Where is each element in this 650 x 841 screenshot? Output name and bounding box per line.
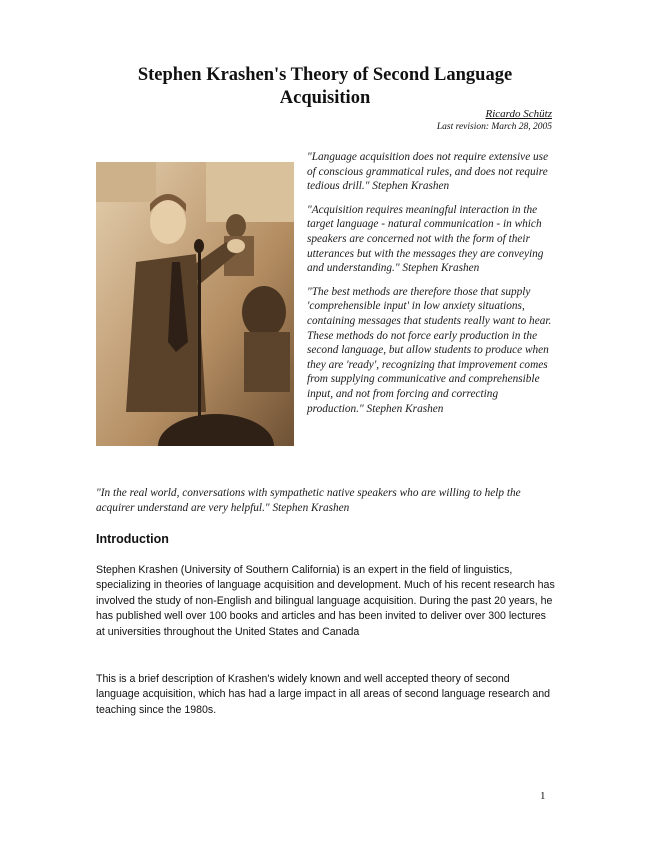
section-heading: Introduction [96,532,169,546]
intro-paragraph-2: This is a brief description of Krashen's widely known and well accepted theory of second language acquisition, which has had a large impact in all areas of second language research and teaching since the 1980s. [96,673,551,716]
author-link[interactable]: Ricardo Schütz [485,108,552,120]
quote-1: "Language acquisition does not require extensive use of conscious grammatical rules, and does not require tedious drill." Stephen Krashen [307,151,549,193]
page-number: 1 [540,790,546,802]
quote-3: "The best methods are therefore those that supply 'comprehensible input' in low anxiety situations, containing messages that students really want to hear. These methods do not force early production in the second language, but allow students to produce when they are 'ready', recognizing that improvement comes from supplying communicative and comprehensible input, and not from forcing and correcting production." Stephen Krashen [307,285,552,415]
wide-quote: "In the real world, conversations with sympathetic native speakers who are willing to help the acquirer understand are very helpful." Stephen Krashen [96,487,521,514]
revision-date: Last revision: March 28, 2005 [436,122,552,132]
quote-2: "Acquisition requires meaningful interaction in the target language - natural communication - in which speakers are concerned not with the form of their utterances but with the messages they are conveying and understanding." Stephen Krashen [307,203,544,275]
page-title: Stephen Krashen's Theory of Second Language Acquisition [137,65,513,108]
quote-column [307,150,557,425]
lecturer-photo [96,162,294,446]
intro-paragraph-1: Stephen Krashen (University of Southern California) is an expert in the field of linguistics, specializing in theories of language acquisition and development. Much of his recent research has involved the study of non-English and bilingual language acquisition. During the past 20 years, he has published well over 100 books and articles and has been invited to deliver over 300 lectures at universities throughout the United States and Canada [96,564,555,638]
